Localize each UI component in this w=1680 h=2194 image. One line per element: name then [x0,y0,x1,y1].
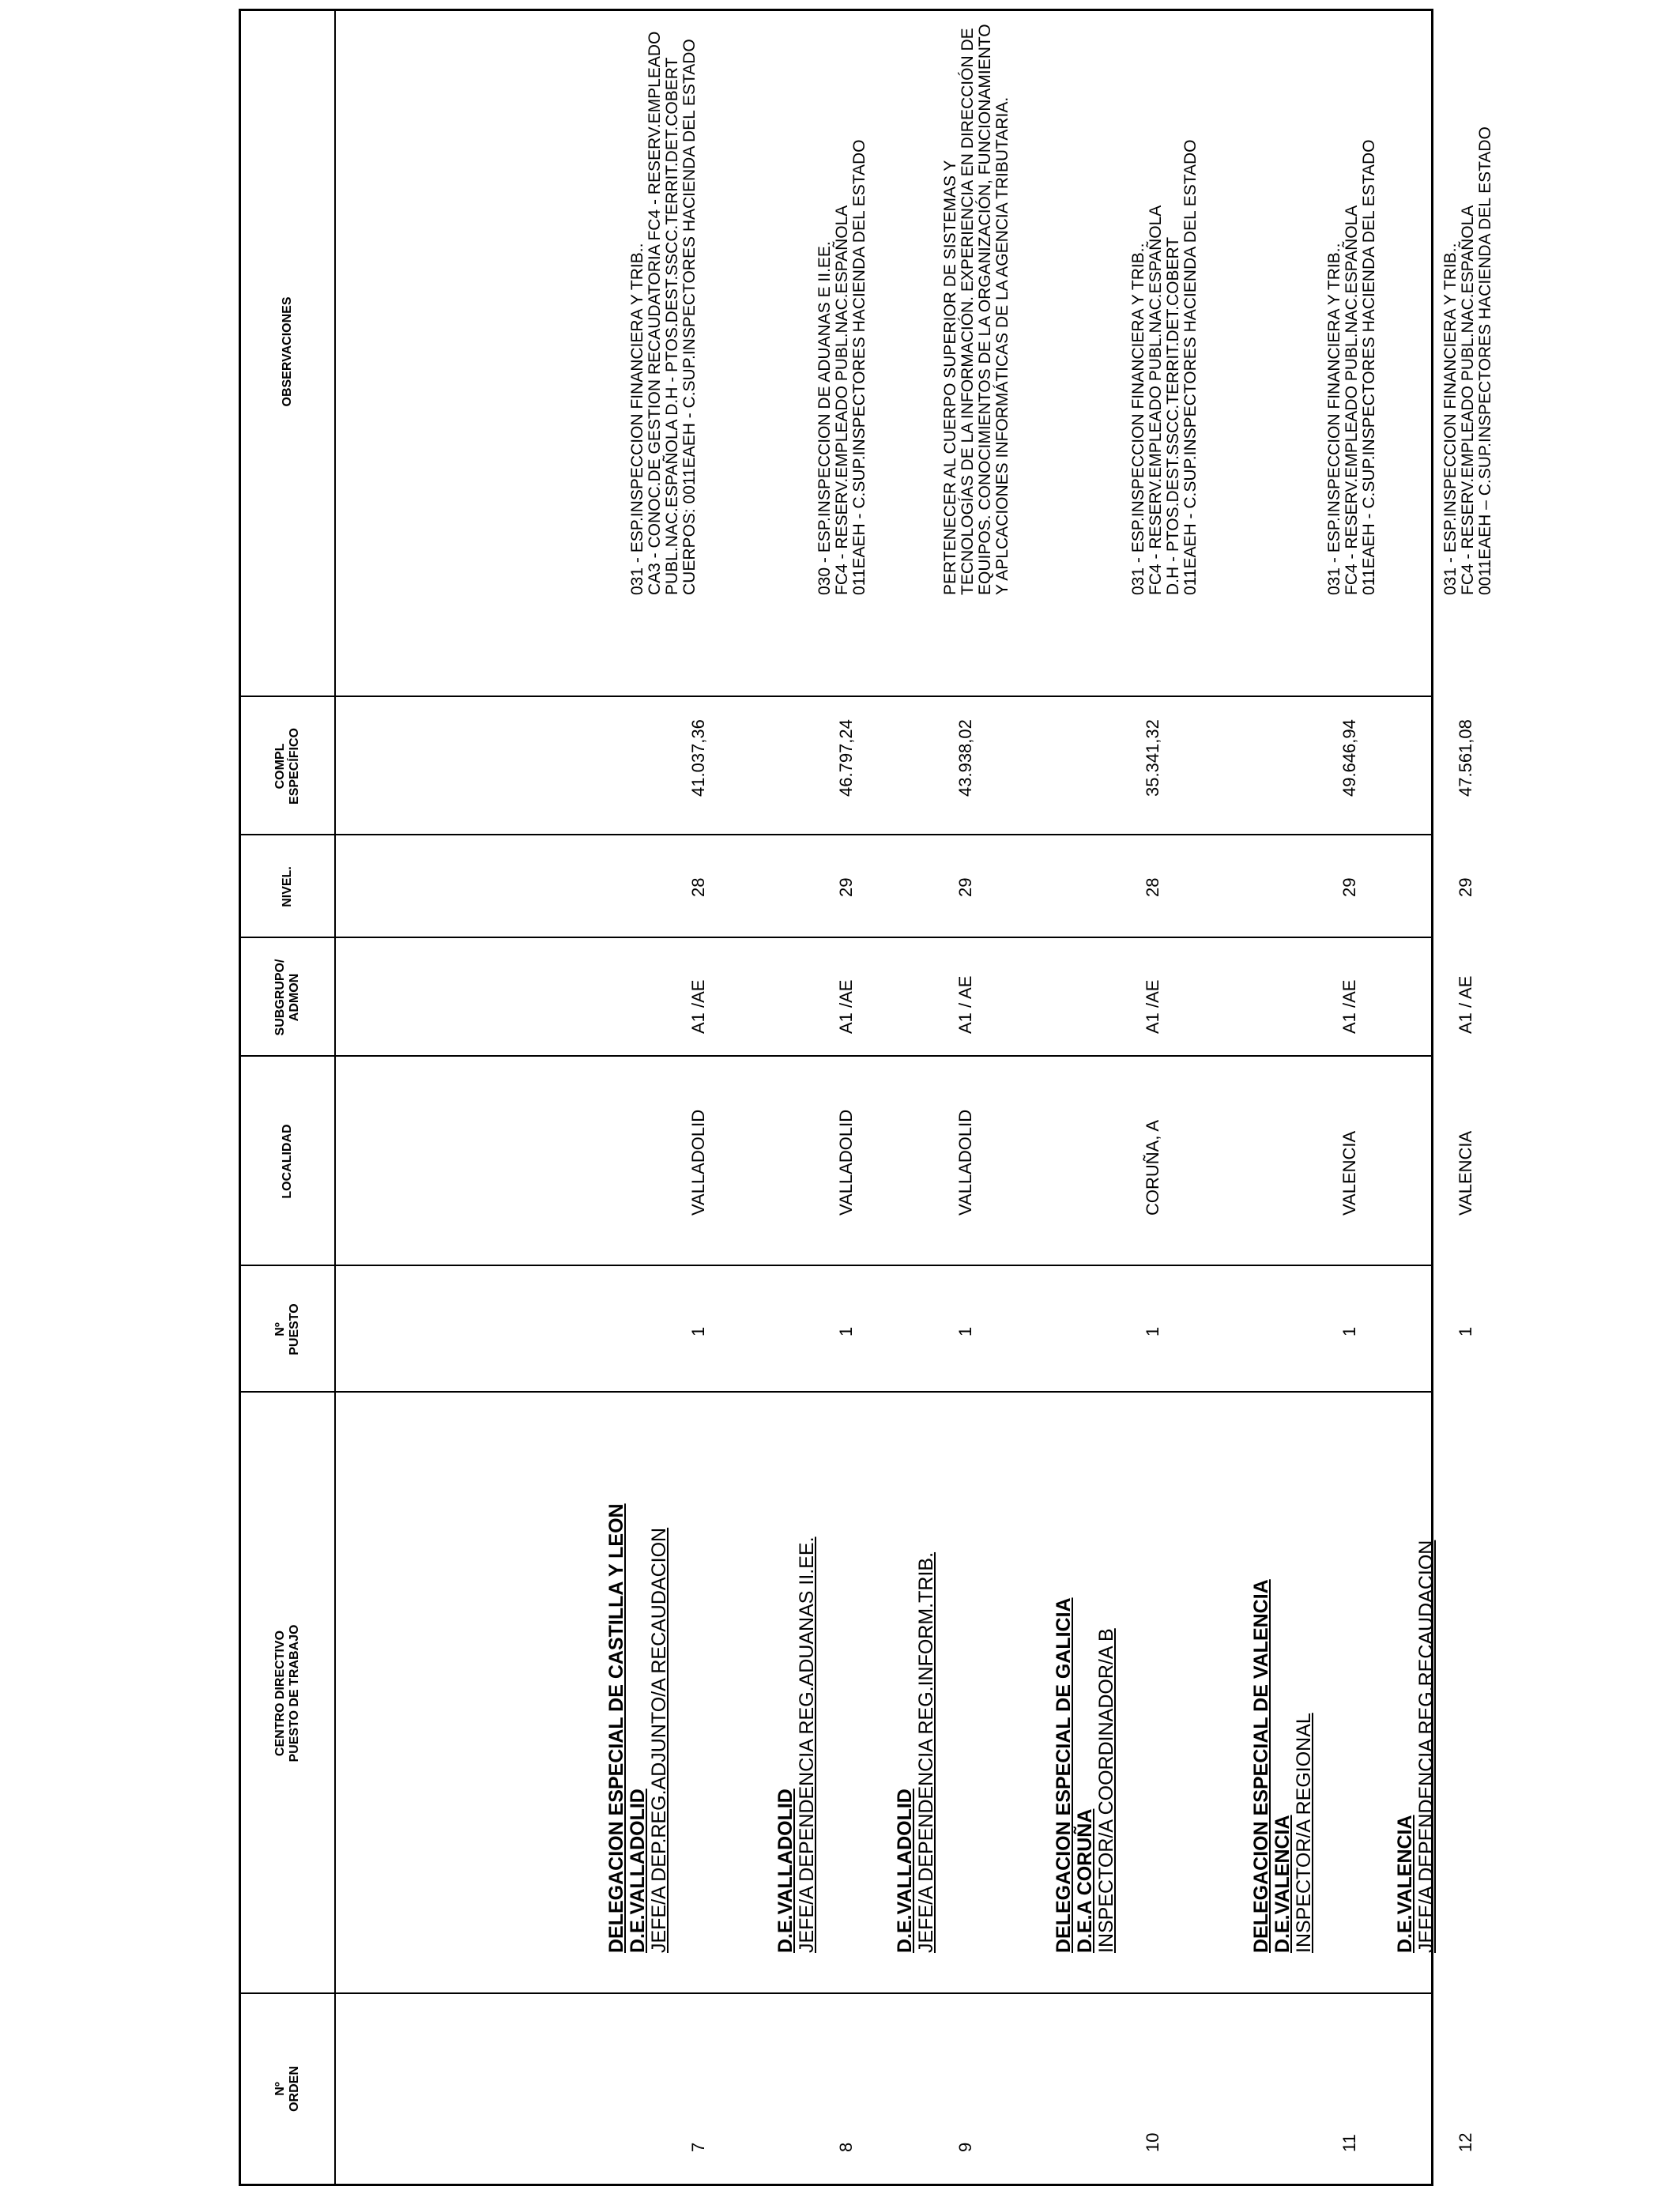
orden-number: 8 [836,2142,856,2152]
centro-block [1053,1597,1117,1953]
centro-name: D.E.A CORUÑA [1074,1808,1096,1953]
n-puesto: 1 [688,1326,708,1336]
col-divider [241,1265,1431,1266]
col-divider [241,834,1431,835]
localidad: VALLADOLID [836,1109,856,1216]
centro-block [1251,1579,1315,1953]
centro-block [775,1536,818,1953]
compl-especifico: 43.938,02 [955,719,975,797]
localidad: CORUÑA, A [1143,1119,1162,1216]
subgrupo: A1 /AE [688,979,708,1034]
header-orden: Nº ORDEN [273,2066,301,2112]
localidad: VALENCIA [1456,1130,1475,1216]
nivel: 29 [1456,877,1475,897]
puesto-trabajo: INSPECTOR/A REGIONAL [1293,1713,1315,1953]
observaciones: 031 - ESP.INSPECCION FINANCIERA Y TRIB.. FC4 - RESERV.EMPLEADO PUBL.NAC.ESPAÑOLA 011EAEH - C.SUP.INSPECTORES HACIENDA DEL ESTADO [1325,139,1378,595]
centro-block [1395,1540,1437,1953]
localidad: VALLADOLID [955,1109,975,1216]
col-divider [241,1391,1431,1393]
header-compl: COMPL ESPECÍFICO [273,728,301,805]
localidad: VALLADOLID [688,1109,708,1216]
compl-especifico: 49.646,94 [1339,719,1359,797]
positions-table [239,9,1494,2186]
compl-especifico: 41.037,36 [688,719,708,797]
orden-number: 10 [1143,2132,1162,2152]
observaciones: 030 - ESP.INSPECCION DE ADUANAS E II.EE. FC4 - RESERV.EMPLEADO PUBL.NAC.ESPAÑOLA 011EAEH - C.SUP.INSPECTORES HACIENDA DEL ESTADO [816,139,868,595]
col-divider [241,696,1431,697]
header-observaciones: OBSERVACIONES [281,296,294,407]
nivel: 28 [1143,877,1162,897]
orden-number: 7 [688,2142,708,2152]
orden-number: 11 [1339,2134,1359,2152]
nivel: 28 [688,877,708,897]
header-subgrupo: SUBGRUPO/ ADMON [273,959,301,1036]
puesto-trabajo: JEFE/A DEPENDENCIA REG.INFORM.TRIB. [915,1551,937,1953]
n-puesto: 1 [1456,1326,1475,1336]
centro-name: D.E.VALENCIA [1394,1815,1416,1953]
subgrupo: A1 /AE [1339,979,1359,1034]
nivel: 29 [955,877,975,897]
centro-block [895,1552,937,1953]
delegacion-heading: DELEGACION ESPECIAL DE GALICIA [1053,1597,1075,1953]
n-puesto: 1 [1143,1326,1162,1336]
centro-name: D.E.VALLADOLID [894,1789,916,1953]
puesto-trabajo: JEFE/A DEPENDENCIA REG.RECAUDACION [1415,1540,1437,1953]
centro-name: D.E.VALLADOLID [627,1789,649,1953]
compl-especifico: 46.797,24 [836,719,856,797]
centro-name: D.E.VALENCIA [1271,1815,1294,1953]
observaciones: 031 - ESP.INSPECCION FINANCIERA Y TRIB.. CA3 - CONOC.DE GESTION RECAUDATORIA FC4 - RESERV.EMPLEADO PUBL.NAC.ESPAÑOLA D.H - PTOS.DEST.SSCC.TERRIT.DET.COBERT CUERPOS: 0011EAEH - C.SUP.INSPECTORES HACIENDA DEL ESTADO [628,31,699,595]
localidad: VALENCIA [1339,1130,1359,1216]
n-puesto: 1 [955,1326,975,1336]
centro-name: D.E.VALLADOLID [774,1789,797,1953]
header-nivel: NIVEL. [281,866,294,907]
compl-especifico: 35.341,32 [1143,719,1162,797]
observaciones: PERTENECER AL CUERPO SUPERIOR DE SISTEMAS Y TECNOLOGÍAS DE LA INFORMACIÓN. EXPERIENCIA EN DIRECCIÓN DE EQUIPOS. CONOCIMIENTOS DE LA ORGANIZACIÓN, FUNCIONAMIENTO Y APLCACIONES INFORMÁTICAS DE LA AGENCIA TRIBUTARIA. [941,24,1011,595]
subgrupo: A1 / AE [955,975,975,1034]
centro-block [606,1503,670,1953]
compl-especifico: 47.561,08 [1456,719,1475,797]
col-divider [241,1055,1431,1057]
observaciones: 031 - ESP.INSPECCION FINANCIERA Y TRIB.. FC4 - RESERV.EMPLEADO PUBL.NAC.ESPAÑOLA D.H - PTOS.DEST.SSCC.TERRIT.DET.COBERT 011EAEH - C.SUP.INSPECTORES HACIENDA DEL ESTADO [1129,139,1200,595]
subgrupo: A1 /AE [1143,979,1162,1034]
col-divider [241,1992,1431,1994]
puesto-trabajo: JEFE/A DEP.REG.ADJUNTO/A RECAUDACION [648,1527,670,1953]
delegacion-heading: DELEGACION ESPECIAL DE VALENCIA [1250,1579,1272,1953]
header-divider [334,11,336,2184]
delegacion-heading: DELEGACION ESPECIAL DE CASTILLA Y LEON [605,1503,627,1953]
puesto-trabajo: JEFE/A DEPENDENCIA REG.ADUANAS II.EE. [796,1536,818,1953]
n-puesto: 1 [836,1326,856,1336]
nivel: 29 [1339,877,1359,897]
header-centro: CENTRO DIRECTIVO PUESTO DE TRABAJO [273,1624,301,1762]
header-localidad: LOCALIDAD [281,1124,294,1199]
nivel: 29 [836,877,856,897]
orden-number: 12 [1456,2132,1475,2152]
n-puesto: 1 [1339,1326,1359,1336]
orden-number: 9 [955,2142,975,2152]
subgrupo: A1 / AE [1456,975,1475,1034]
puesto-trabajo: INSPECTOR/A COORDINADOR/A B [1095,1628,1117,1953]
subgrupo: A1 /AE [836,979,856,1034]
col-divider [241,937,1431,938]
observaciones: 031 - ESP.INSPECCION FINANCIERA Y TRIB.. FC4 - RESERV.EMPLEADO PUBL.NAC.ESPAÑOLA 0011EAEH – C.SUP.INSPECTORES HACIENDA DEL ESTADO [1441,126,1494,595]
header-puesto: Nº PUESTO [273,1303,301,1355]
